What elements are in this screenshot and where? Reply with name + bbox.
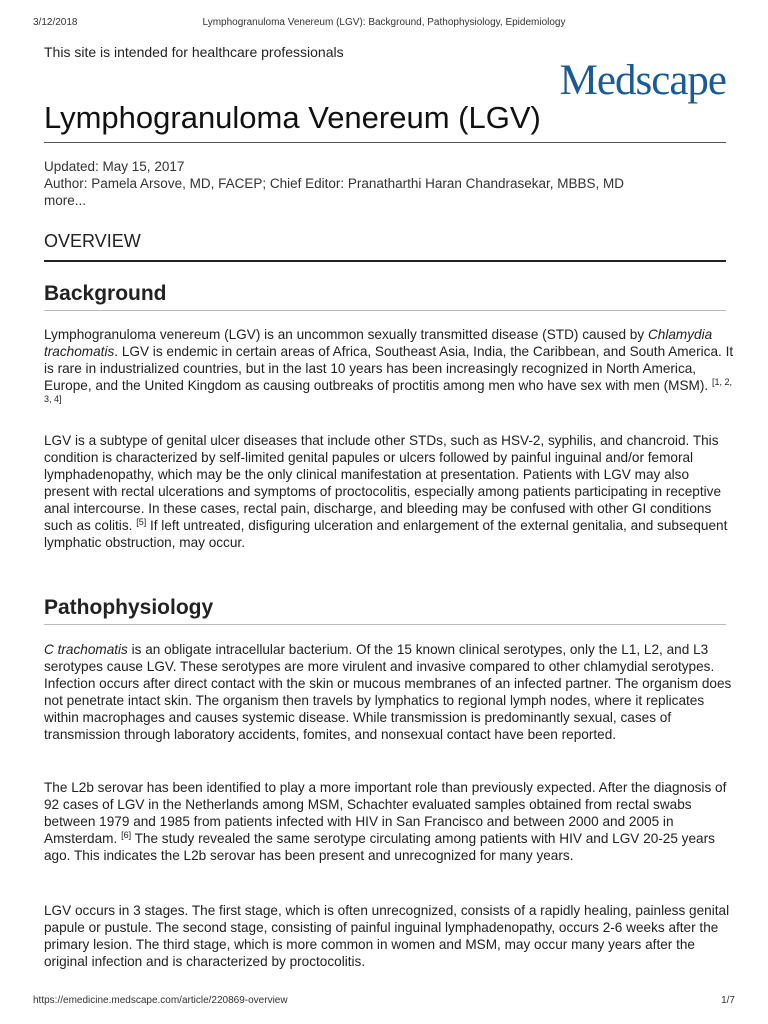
overview-divider [44,260,726,262]
text-span: . LGV is endemic in certain areas of Africa, Southeast Asia, India, the Caribbean, and South America. It is rare in industrialized countries, but in the last 10 years has been increasingly recognized in North America, Europe, and the United Kingdom as causing outbreaks of proctitis among men who have sex with men (MSM). [44,344,734,393]
author-line: Author: Pamela Arsove, MD, FACEP; Chief Editor: Pranatharthi Haran Chandrasekar, MBBS, MD [44,176,624,191]
pathophysiology-heading: Pathophysiology [44,596,214,619]
text-span: LGV is a subtype of genital ulcer diseases that include other STDs, such as HSV-2, syphilis, and chancroid. This condition is characterized by self-limited genital papules or ulcers followed by painful inguinal and/or femoral lymphadenopathy, which may be the only clinical manifestation at presentation. Patients with LGV may also present with rectal ulcerations and symptoms of proctocolitis, especially among patients participating in receptive anal intercourse. In these cases, rectal pain, discharge, and bleeding may be confused with other GI conditions such as colitis. [44,433,721,533]
background-heading: Background [44,282,167,305]
site-notice: This site is intended for healthcare professionals [44,44,344,60]
pathophysiology-divider [44,624,726,625]
background-paragraph-2 [44,432,734,551]
background-paragraph-1 [44,326,734,411]
text-span: If left untreated, disfiguring ulceration and enlargement of the external genitalia, and subsequent lymphatic obstruction, may occur. [44,518,728,550]
reference-link[interactable]: [6] [121,830,132,840]
text-span: The study revealed the same serotype circulating among patients with HIV and LGV 20-25 years ago. This indicates the L2b serovar has been present and unrecognized for many years. [44,831,715,863]
print-footer [33,995,735,1009]
reference-link[interactable]: [1, 2, 3, 4] [44,377,732,404]
pathophysiology-paragraph-1 [44,641,734,743]
organism-name: C trachomatis [44,642,128,657]
overview-label: OVERVIEW [44,231,141,251]
print-header [33,17,735,31]
reference-link[interactable]: [5] [136,517,147,527]
article-title: Lymphogranuloma Venereum (LGV) [44,100,541,135]
logo-text-part1: Med [559,57,636,104]
print-date: 3/12/2018 [33,17,78,28]
print-page-title: Lymphogranuloma Venereum (LGV): Background, Pathophysiology, Epidemiology [202,17,566,28]
pathophysiology-paragraph-3: LGV occurs in 3 stages. The first stage, which is often unrecognized, consists of a rapidly healing, painless genital papule or pustule. The second stage, consisting of painful inguinal lymphadenopathy, occurs 2-6 weeks after the primary lesion. The third stage, which is more common in women and MSM, may occur many years after the original infection and is characterized by proctocolitis. [44,903,730,969]
updated-date: Updated: May 15, 2017 [44,159,185,174]
article-meta [44,158,624,209]
background-divider [44,310,726,311]
medscape-logo[interactable] [560,58,726,104]
text-span: Lymphogranuloma venereum (LGV) is an uncommon sexually transmitted disease (STD) caused by [44,327,645,342]
page-url: https://emedicine.medscape.com/article/220869-overview [33,995,288,1006]
pathophysiology-paragraph-2 [44,779,734,864]
logo-text-part2: scape [635,57,726,104]
title-divider [44,142,726,143]
organism-name: Chlamydia trachomatis [44,327,713,359]
more-link[interactable]: more... [44,193,87,208]
text-span: is an obligate intracellular bacterium. Of the 15 known clinical serotypes, only the L1, L2, and L3 serotypes cause LGV. These serotypes are more virulent and invasive compared to other chlamydial serotypes. Infection occurs after direct contact with the skin or mucous membranes of an infected partner. The organism does not penetrate intact skin. The organism then travels by lymphatics to regional lymph nodes, where it replicates within macrophages and causes systemic disease. While transmission is predominantly sexual, cases of transmission through laboratory accidents, fomites, and nonsexual contact have been reported. [44,642,732,742]
text-span: The L2b serovar has been identified to play a more important role than previously expected. After the diagnosis of 92 cases of LGV in the Netherlands among MSM, Schachter evaluated samples obtained from rectal swabs between 1979 and 1985 from patients infected with HIV in San Francisco and between 2000 and 2005 in Amsterdam. [44,780,727,846]
page-number: 1/7 [721,995,735,1006]
